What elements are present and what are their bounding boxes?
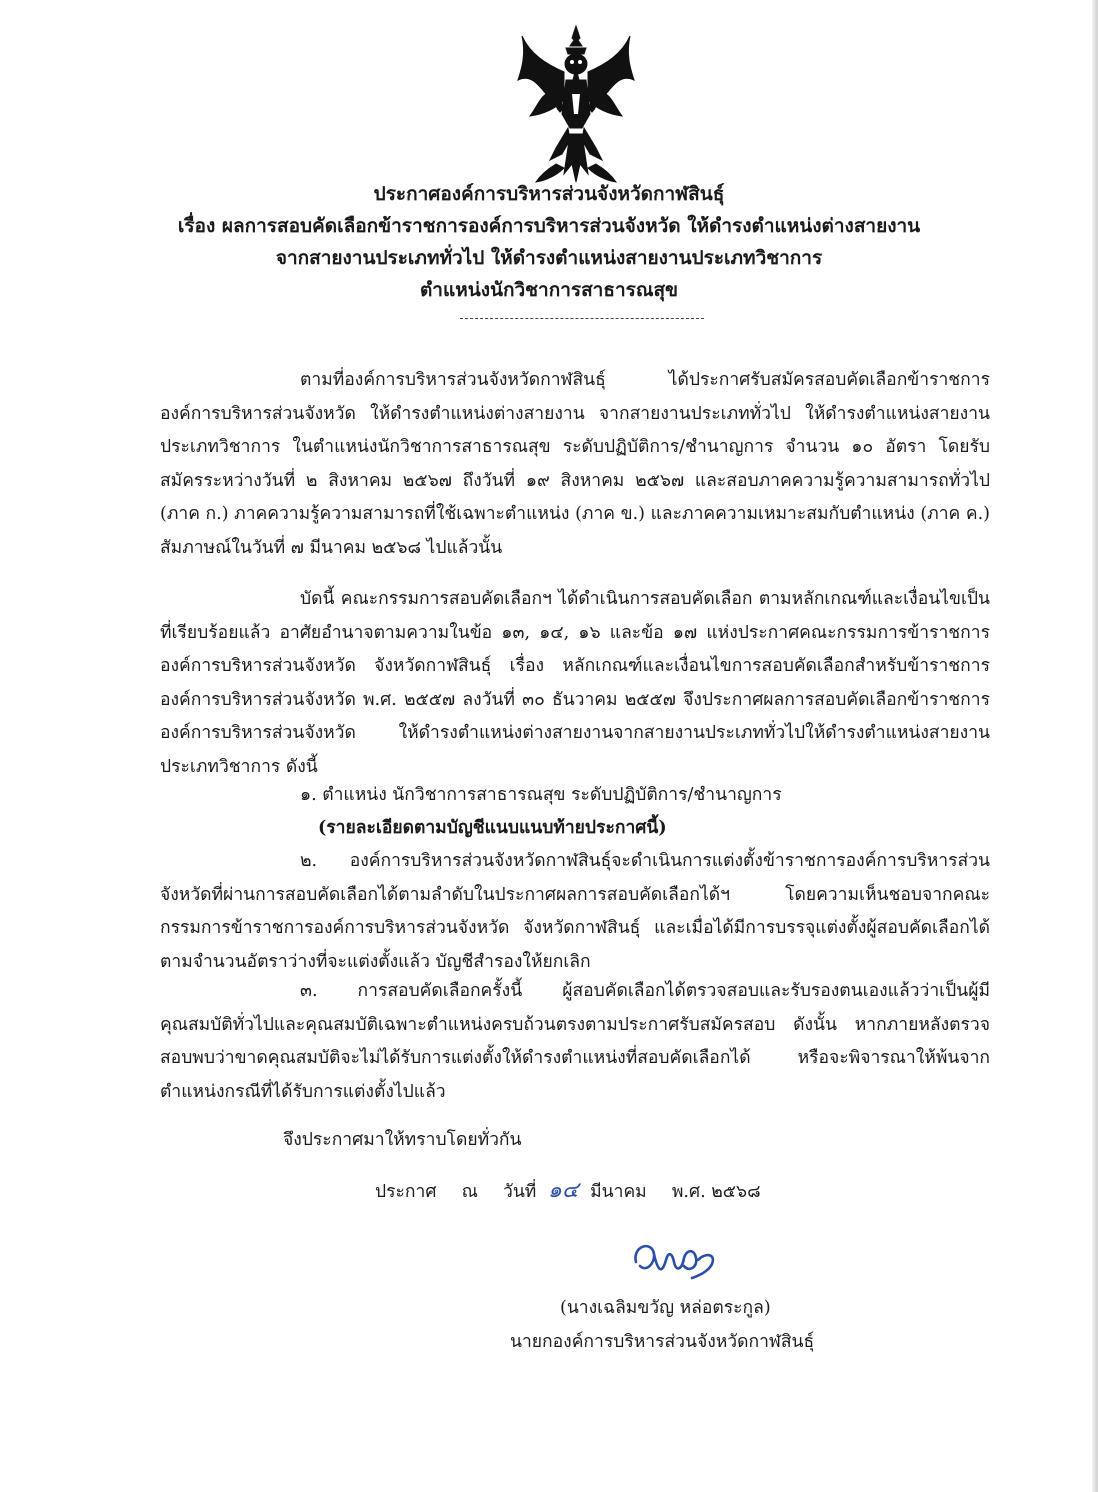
date-day: ๑๔ bbox=[547, 1178, 579, 1203]
title-separator bbox=[460, 318, 704, 319]
date-day-label: วันที่ bbox=[503, 1182, 537, 1202]
subject-line: เรื่อง ผลการสอบคัดเลือกข้าราชการองค์การบริหารส่วนจังหวัด ให้ดำรงตำแหน่งต่างสายงาน bbox=[177, 215, 921, 237]
date-month: มีนาคม bbox=[590, 1182, 647, 1202]
issuer-line: ประกาศองค์การบริหารส่วนจังหวัดกาฬสินธุ์ bbox=[373, 183, 725, 205]
handwritten-signature bbox=[628, 1232, 728, 1282]
paragraph-1: ตามที่องค์การบริหารส่วนจังหวัดกาฬสินธุ์ ได้ประกาศรับสมัครสอบคัดเลือกข้าราชการองค์การบริหารส่วนจังหวัด ให้ดำรงตำแหน่งต่างสายงาน จากสายงานประเภททั่วไป ให้ดำรงตำแหน่งสายงานประเภทวิชาการ ในตำแหน่งนักวิชาการสาธารณสุข ระดับปฏิบัติการ/ชำนาญการ จำนวน ๑๐ อัตรา โดยรับสมัครระหว่างวันที่ ๒ สิงหาคม ๒๕๖๗ ถึงวันที่ ๑๙ สิงหาคม ๒๕๖๗ และสอบภาคความรู้ความสามารถทั่วไป (ภาค ก.) ภาคความรู้ความสามารถที่ใช้เฉพาะตำแหน่ง (ภาค ข.) และภาคความเหมาะสมกับตำแหน่ง (ภาค ค.) สัมภาษณ์ในวันที่ ๗ มีนาคม ๒๕๖๘ ไปแล้วนั้น bbox=[160, 370, 990, 558]
date-line bbox=[375, 1174, 761, 1209]
signer-name: (นางเฉลิมขวัญ หล่อตระกูล) bbox=[560, 1298, 771, 1318]
item-2: ๒. องค์การบริหารส่วนจังหวัดกาฬสินธุ์จะดำเนินการแต่งตั้งข้าราชการองค์การบริหารส่วนจังหวัดที่ผ่านการสอบคัดเลือกได้ตามลำดับในประกาศผลการสอบคัดเลือกได้ฯ โดยความเห็นชอบจากคณะกรรมการข้าราชการองค์การบริหารส่วนจังหวัด จังหวัดกาฬสินธุ์ และเมื่อได้มีการบรรจุแต่งตั้งผู้สอบคัดเลือกได้ตามจำนวนอัตราว่างที่จะแต่งตั้งแล้ว บัญชีสำรองให้ยกเลิก bbox=[160, 851, 990, 972]
subject-line-2: จากสายงานประเภททั่วไป ให้ดำรงตำแหน่งสายงานประเภทวิชาการ bbox=[275, 247, 823, 269]
signer-position: นายกองค์การบริหารส่วนจังหวัดกาฬสินธุ์ bbox=[510, 1332, 815, 1352]
item-1: ๑. ตำแหน่ง นักวิชาการสาธารณสุข ระดับปฏิบัติการ/ชำนาญการ bbox=[300, 785, 782, 805]
closing-announce: จึงประกาศมาให้ทราบโดยทั่วกัน bbox=[283, 1130, 522, 1150]
paragraph-2: บัดนี้ คณะกรรมการสอบคัดเลือกฯ ได้ดำเนินการสอบคัดเลือก ตามหลักเกณฑ์และเงื่อนไขเป็นที่เรียบร้อยแล้ว อาศัยอำนาจตามความในข้อ ๑๓, ๑๔, ๑๖ และข้อ ๑๗ แห่งประกาศคณะกรรมการข้าราชการองค์การบริหารส่วนจังหวัด จังหวัดกาฬสินธุ์ เรื่อง หลักเกณฑ์และเงื่อนไขการสอบคัดเลือกสำหรับข้าราชการองค์การบริหารส่วนจังหวัด พ.ศ. ๒๕๕๗ ลงวันที่ ๓๐ ธันวาคม ๒๕๕๗ จึงประกาศผลการสอบคัดเลือกข้าราชการองค์การบริหารส่วนจังหวัด ให้ดำรงตำแหน่งต่างสายงานจากสายงานประเภททั่วไปให้ดำรงตำแหน่งสายงานประเภทวิชาการ ดังนี้ bbox=[160, 589, 990, 777]
position-line: ตำแหน่งนักวิชาการสาธารณสุข bbox=[419, 279, 679, 301]
date-at: ณ bbox=[461, 1182, 478, 1202]
date-year: พ.ศ. ๒๕๖๘ bbox=[671, 1182, 761, 1202]
garuda-emblem-icon bbox=[516, 24, 636, 184]
item-1-note: (รายละเอียดตามบัญชีแนบแนบท้ายประกาศนี้) bbox=[318, 818, 667, 838]
item-3: ๓. การสอบคัดเลือกครั้งนี้ ผู้สอบคัดเลือกได้ตรวจสอบและรับรองตนเองแล้วว่าเป็นผู้มีคุณสมบัติทั่วไปและคุณสมบัติเฉพาะตำแหน่งครบถ้วนตรงตามประกาศรับสมัครสอบ ดังนั้น หากภายหลังตรวจสอบพบว่าขาดคุณสมบัติจะไม่ได้รับการแต่งตั้งให้ดำรงตำแหน่งที่สอบคัดเลือกได้ หรือจะพิจารณาให้พ้นจากตำแหน่งกรณีที่ได้รับการแต่งตั้งไปแล้ว bbox=[160, 981, 990, 1102]
date-prefix: ประกาศ bbox=[375, 1182, 437, 1202]
